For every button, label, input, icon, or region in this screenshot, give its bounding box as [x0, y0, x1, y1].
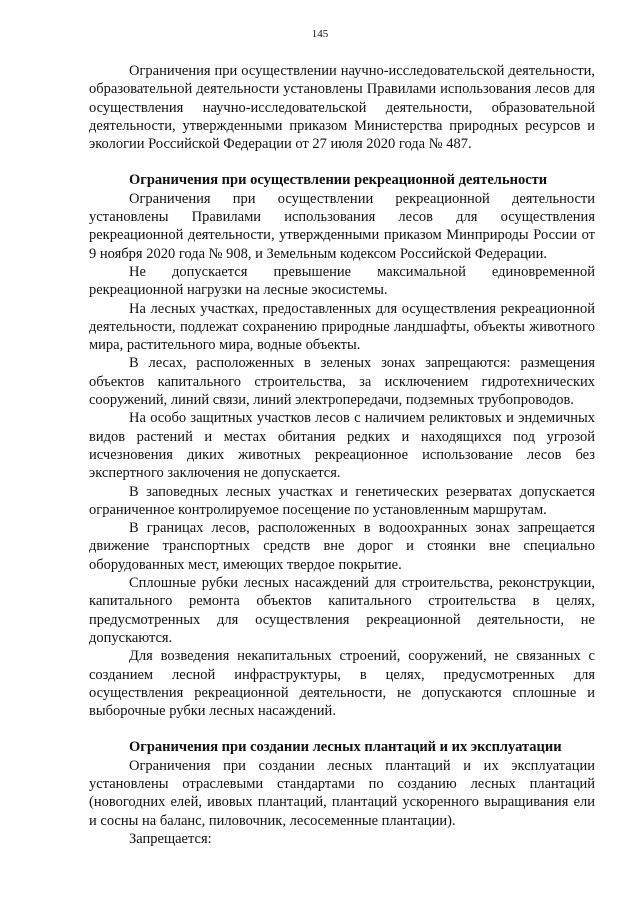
section-gap [89, 720, 595, 738]
document-body [89, 62, 595, 848]
heading-recreation: Ограничения при осуществлении рекреационной деятельности [129, 172, 548, 189]
paragraph-landscape-preservation: На лесных участках, предоставленных для осуществления рекреационной деятельности, подлежат сохранению природные ландшафты, объекты животного мира, растительного мира, водные объекты. [89, 300, 595, 354]
heading-plantations: Ограничения при создании лесных плантаций и их эксплуатации [129, 739, 562, 756]
paragraph-prohibited: Запрещается: [129, 830, 212, 847]
paragraph-protected-sites: На особо защитных участков лесов с наличием реликтовых и эндемичных видов растений и местах обитания редких и находящихся под угрозой исчезновения диких животных рекреационное использование лесов без экспертного заключения не допускается. [89, 410, 595, 482]
page-number: 145 [311, 28, 329, 40]
paragraph-temporary-structures: Для возведения некапитальных строений, сооружений, не связанных с созданием лесной инфраструктуры, в целях, предусмотренных для осуществления рекреационной деятельности, не допускаются сплошные и выборочные рубки лесных насаждений. [89, 648, 595, 720]
paragraph-research-restrictions: Ограничения при осуществлении научно-исследовательской деятельности, образовательной деятельности установлены Правилами использования лесов для осуществления научно-исследовательской деятельности, образовательной деятельности, утвержденными приказом Министерства природных ресурсов и экологии Российской Федерации от 27 июля 2020 года № 487. [89, 63, 595, 153]
paragraph-recreation-load: Не допускается превышение максимальной единовременной рекреационной нагрузки на лесные экосистемы. [89, 263, 595, 299]
paragraph-recreation-rules: Ограничения при осуществлении рекреационной деятельности установлены Правилами использования лесов для осуществления рекреационной деятельности, утвержденными приказом Минприроды России от 9 ноября 2020 года № 908, и Земельным кодексом Российской Федерации. [89, 190, 595, 262]
paragraph-plantation-standards: Ограничения при создании лесных плантаций и их эксплуатации установлены отраслевыми стандартами по созданию лесных плантаций (новогодних елей, ивовых плантаций, плантаций ускоренного выращивания ели и сосны на баланс, пиловочник, лесосеменные плантации). [89, 757, 595, 829]
paragraph-reserves: В заповедных лесных участках и генетических резерватах допускается ограниченное контролируемое посещение по установленным маршрутам. [89, 483, 595, 518]
section-gap [89, 153, 595, 171]
paragraph-water-protection: В границах лесов, расположенных в водоохранных зонах запрещается движение транспортных средств вне дорог и стоянки вне специально оборудованных мест, имеющих твердое покрытие. [89, 520, 595, 573]
paragraph-green-zones: В лесах, расположенных в зеленых зонах запрещаются: размещения объектов капитального строительства, за исключением гидротехнических сооружений, линий связи, линий электропередачи, подземных трубопроводов. [89, 355, 595, 409]
paragraph-clear-cutting: Сплошные рубки лесных насаждений для строительства, реконструкции, капитального ремонта объектов капитального строительства в целях, предусмотренных для осуществления рекреационной деятельности, не допускаются. [89, 575, 595, 646]
